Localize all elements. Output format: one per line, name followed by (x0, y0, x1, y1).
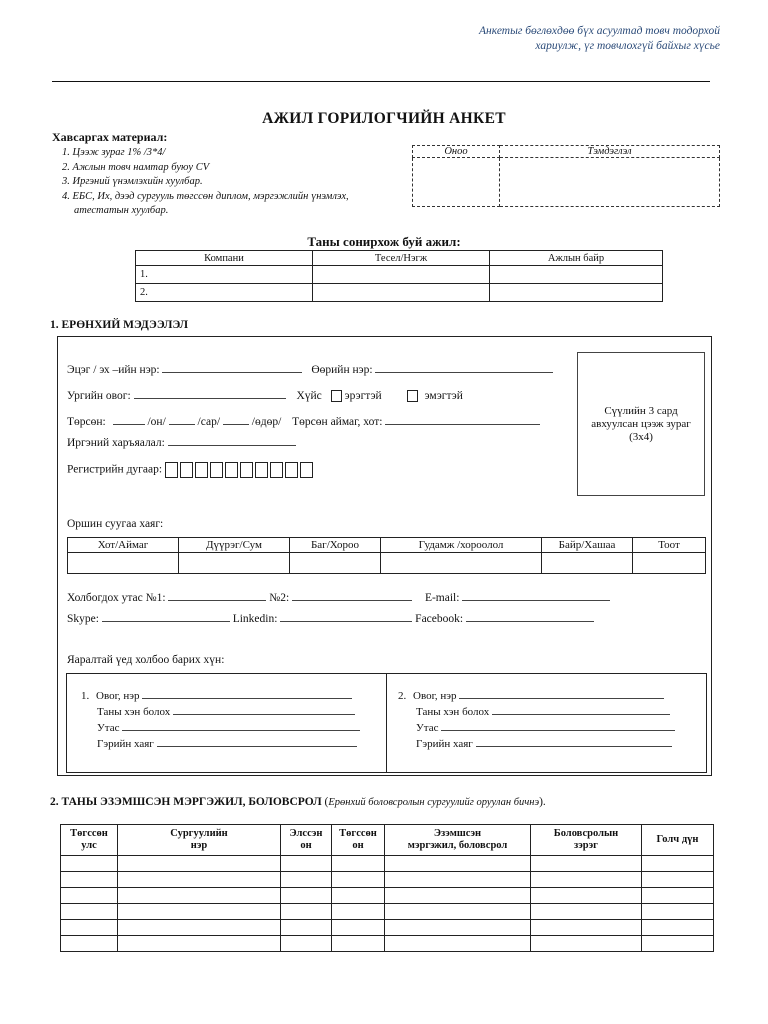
emergency-contact-2 (398, 688, 675, 752)
section1-heading: 1. ЕРӨНХИЙ МЭДЭЭЛЭЛ (50, 319, 189, 331)
street-header: Гудамж /хороолол (381, 538, 542, 553)
door-cell[interactable] (633, 553, 706, 574)
linkedin-field[interactable] (280, 611, 412, 622)
edu-school-header: Сургуулийн нэр (118, 825, 281, 856)
clan-field[interactable] (134, 388, 286, 399)
birthplace-field[interactable] (385, 414, 540, 425)
female-label: эмэгтэй (424, 390, 463, 402)
emergency-contacts-box (66, 673, 707, 773)
em1-phone-field[interactable] (122, 720, 360, 731)
interest-row-number[interactable]: 2. (136, 284, 313, 302)
header-rule (52, 81, 710, 82)
attachment-item: атестатын хуулбар. (74, 205, 169, 216)
father-name-row (67, 362, 553, 376)
citizenship-field[interactable] (168, 435, 296, 446)
note-line-2: хариулж, үг товчлохгүй байхыг хүсье (535, 40, 720, 52)
em2-relation-label: Таны хэн болох (416, 706, 490, 718)
linkedin-label: Linkedin: (232, 613, 278, 625)
skype-field[interactable] (102, 611, 230, 622)
page-title: АЖИЛ ГОРИЛОГЧИЙН АНКЕТ (262, 110, 506, 127)
male-checkbox[interactable] (331, 390, 342, 402)
edu-gpa-header: Голч дүн (642, 825, 714, 856)
born-label: Төрсөн: (67, 416, 106, 428)
day-label: /өдөр/ (251, 416, 282, 428)
facebook-label: Facebook: (415, 613, 464, 625)
edu-enrolled-header: Элссэн он (281, 825, 332, 856)
table-row (61, 872, 714, 888)
building-header: Байр/Хашаа (542, 538, 633, 553)
notes-header: Тэмдэглэл (500, 146, 720, 158)
em1-relation-field[interactable] (173, 704, 355, 715)
em2-name-label: Овог, нэр (413, 690, 457, 702)
month-label: /сар/ (197, 416, 221, 428)
emergency-contact-1 (81, 688, 360, 752)
own-name-label: Өөрийн нэр: (311, 364, 373, 376)
em1-number: 1. (81, 690, 90, 702)
father-name-field[interactable] (162, 362, 302, 373)
emergency-label: Яаралтай үед холбоо барих хүн: (67, 654, 225, 666)
em1-address-field[interactable] (157, 736, 357, 747)
position-header: Ажлын байр (490, 251, 663, 266)
education-table (60, 824, 714, 952)
em2-phone-field[interactable] (441, 720, 675, 731)
clan-row (67, 388, 463, 402)
em2-phone-label: Утас (416, 722, 439, 734)
interest-cell[interactable] (490, 266, 663, 284)
em2-relation-field[interactable] (492, 704, 670, 715)
instruction-note (430, 24, 720, 54)
sex-label: Хүйс (296, 390, 322, 402)
edu-profession-header: Эзэмшсэн мэргэжил, боловсрол (385, 825, 531, 856)
district-cell[interactable] (179, 553, 290, 574)
interest-cell[interactable] (490, 284, 663, 302)
table-row (61, 888, 714, 904)
building-cell[interactable] (542, 553, 633, 574)
score-cell[interactable] (413, 158, 500, 207)
birth-row (67, 414, 540, 428)
interest-cell[interactable] (313, 284, 490, 302)
attachment-item: 1. Цээж зураг 1% /3*4/ (62, 147, 166, 158)
phone1-label: Холбогдох утас №1: (67, 592, 166, 604)
photo-text: Сүүлийн 3 сард авхуулсан цээж зураг (3x4) (591, 404, 691, 443)
attachment-item: 2. Ажлын товч намтар буюу CV (62, 161, 210, 173)
skype-label: Skype: (67, 613, 99, 625)
score-table (412, 145, 720, 207)
note-line-1: Анкетыг бөглөхдөө бүх асуултад товч тодорхой (479, 25, 720, 37)
company-header: Компани (136, 251, 313, 266)
em2-name-field[interactable] (459, 688, 664, 699)
email-field[interactable] (462, 590, 610, 601)
table-row (61, 904, 714, 920)
street-cell[interactable] (381, 553, 542, 574)
table-row (61, 856, 714, 872)
interest-table (135, 250, 663, 302)
khoroo-header: Баг/Хороо (290, 538, 381, 553)
birth-month-field[interactable] (169, 414, 195, 425)
attachments-heading: Хавсаргах материал: (52, 130, 168, 144)
section2-note: Ерөнхий боловсролын сургуулийг оруулан бичнэ (328, 797, 540, 808)
em1-name-field[interactable] (142, 688, 352, 699)
phone2-field[interactable] (292, 590, 412, 601)
birthplace-label: Төрсөн аймаг, хот: (292, 416, 383, 428)
father-name-label: Эцэг / эх –ийн нэр: (67, 364, 160, 376)
khoroo-cell[interactable] (290, 553, 381, 574)
city-header: Хот/Аймаг (68, 538, 179, 553)
register-label: Регистрийн дугаар: (67, 463, 163, 476)
phone1-field[interactable] (168, 590, 266, 601)
edu-graduated-header: Төгссөн он (332, 825, 385, 856)
district-header: Дүүрэг/Сум (179, 538, 290, 553)
attachment-item: 4. ЕБС, Их, дээд сургууль төгссөн диплом, мэргэжлийн үнэмлэх, (62, 190, 349, 202)
social-row (67, 611, 594, 625)
score-header: Оноо (413, 146, 500, 158)
birth-day-field[interactable] (223, 414, 249, 425)
address-label: Оршин суугаа хаяг: (67, 518, 164, 530)
email-label: E-mail: (424, 592, 460, 604)
attachment-item: 3. Иргэний үнэмлэхийн хуулбар. (62, 176, 203, 187)
table-row (61, 936, 714, 952)
address-table (67, 537, 706, 574)
section2-heading-row: 2. ТАНЫ ЭЗЭМШСЭН МЭРГЭЖИЛ, БОЛОВСРОЛ (Ерөнхий боловсролын сургуулийг оруулан бичнэ). (50, 796, 546, 808)
birth-year-field[interactable] (113, 414, 145, 425)
unit-header: Тесел/Нэгж (313, 251, 490, 266)
interest-row-number[interactable]: 1. (136, 266, 313, 284)
register-boxes[interactable] (165, 464, 315, 476)
em2-address-field[interactable] (476, 736, 672, 747)
register-row (67, 462, 315, 478)
year-label: /он/ (147, 416, 166, 428)
attachments-list (62, 146, 349, 219)
em1-name-label: Овог, нэр (96, 690, 140, 702)
interest-title: Таны сонирхож буй ажил: (307, 234, 461, 249)
em2-address-label: Гэрийн хаяг (416, 738, 473, 750)
phone2-label: №2: (269, 592, 290, 604)
table-row (61, 920, 714, 936)
phone-row (67, 590, 610, 604)
em1-address-label: Гэрийн хаяг (97, 738, 154, 750)
notes-cell[interactable] (500, 158, 720, 207)
female-checkbox[interactable] (407, 390, 418, 402)
section2-heading: 2. ТАНЫ ЭЗЭМШСЭН МЭРГЭЖИЛ, БОЛОВСРОЛ (50, 796, 322, 808)
citizenship-label: Иргэний харъяалал: (67, 437, 165, 449)
interest-cell[interactable] (313, 266, 490, 284)
em1-relation-label: Таны хэн болох (97, 706, 171, 718)
citizenship-row (67, 435, 296, 449)
em1-phone-label: Утас (97, 722, 120, 734)
male-label: эрэгтэй (344, 390, 382, 402)
em2-number: 2. (398, 690, 407, 702)
own-name-field[interactable] (375, 362, 553, 373)
edu-country-header: Төгссөн улс (61, 825, 118, 856)
door-header: Тоот (633, 538, 706, 553)
clan-label: Ургийн овог: (67, 390, 131, 402)
facebook-field[interactable] (466, 611, 594, 622)
city-cell[interactable] (68, 553, 179, 574)
emergency-divider (386, 674, 387, 772)
edu-degree-header: Боловсролын зэрэг (531, 825, 642, 856)
photo-placeholder[interactable] (577, 352, 705, 496)
